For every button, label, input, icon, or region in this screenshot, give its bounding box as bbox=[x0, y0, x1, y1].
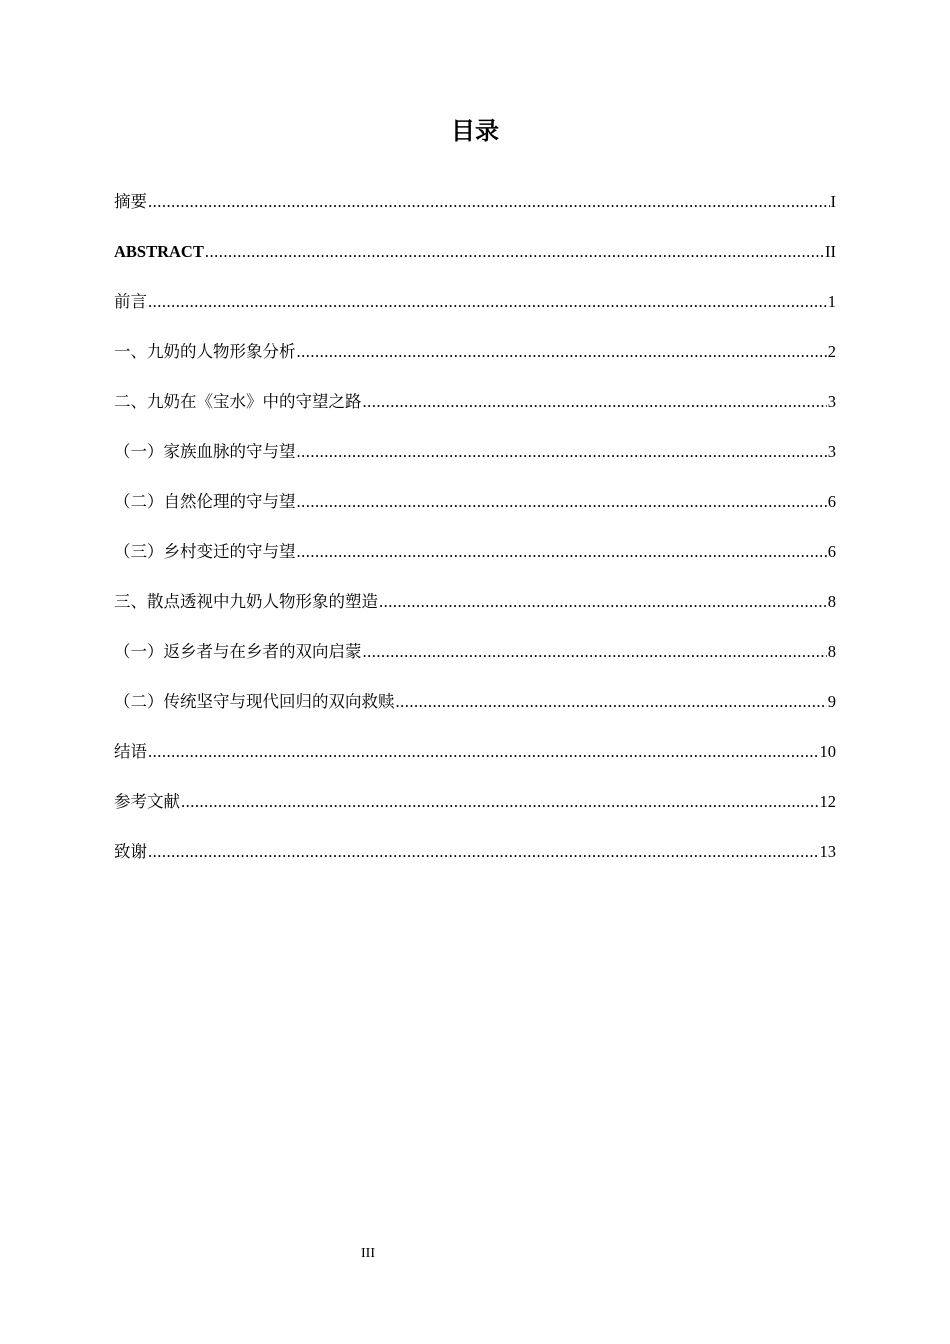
toc-entry-section-2-1[interactable] bbox=[114, 438, 836, 488]
toc-entry-chapter-2[interactable] bbox=[114, 388, 836, 438]
toc-entry-page: 8 bbox=[827, 642, 836, 661]
toc-entry-page: 10 bbox=[819, 742, 836, 761]
toc-dot-leader bbox=[297, 338, 827, 366]
toc-dot-leader bbox=[396, 688, 827, 716]
toc-dot-leader bbox=[363, 388, 827, 416]
toc-entry-abstract-cn[interactable] bbox=[114, 188, 836, 238]
toc-entry-label: 三、散点透视中九奶人物形象的塑造 bbox=[114, 592, 378, 611]
toc-dot-leader bbox=[363, 638, 827, 666]
toc-entry-page: 3 bbox=[827, 442, 836, 461]
toc-entry-label: 结语 bbox=[114, 742, 147, 761]
toc-entry-conclusion[interactable] bbox=[114, 738, 836, 788]
toc-dot-leader bbox=[297, 538, 827, 566]
page-title: 目录 bbox=[451, 117, 499, 145]
toc-entry-page: 3 bbox=[827, 392, 836, 411]
toc-entry-page: 2 bbox=[827, 342, 836, 361]
toc-entry-label: （二）传统坚守与现代回归的双向救赎 bbox=[114, 692, 395, 711]
toc-entry-page: I bbox=[830, 192, 836, 211]
toc-entry-label: （一）家族血脉的守与望 bbox=[114, 442, 296, 461]
toc-entry-label: 致谢 bbox=[114, 842, 147, 861]
toc-entry-page: 13 bbox=[819, 842, 836, 861]
toc-dot-leader bbox=[181, 788, 819, 816]
toc-dot-leader bbox=[148, 188, 830, 216]
toc-entry-label: （三）乡村变迁的守与望 bbox=[114, 542, 296, 561]
toc-entry-page: II bbox=[825, 242, 836, 261]
toc-entry-acknowledgements[interactable] bbox=[114, 838, 836, 888]
toc-entry-label: 一、九奶的人物形象分析 bbox=[114, 342, 296, 361]
toc-entry-references[interactable] bbox=[114, 788, 836, 838]
toc-entry-page: 12 bbox=[819, 792, 836, 811]
toc-dot-leader bbox=[379, 588, 827, 616]
toc-dot-leader bbox=[297, 488, 827, 516]
toc-entry-section-2-2[interactable] bbox=[114, 488, 836, 538]
toc-entry-preface[interactable] bbox=[114, 288, 836, 338]
toc-entry-label: 摘要 bbox=[114, 192, 147, 211]
toc-entry-label: ABSTRACT bbox=[114, 242, 204, 261]
toc-dot-leader bbox=[205, 238, 824, 266]
toc-entry-chapter-3[interactable] bbox=[114, 588, 836, 638]
toc-dot-leader bbox=[148, 288, 827, 316]
toc-entry-label: 前言 bbox=[114, 292, 147, 311]
table-of-contents bbox=[114, 188, 836, 888]
toc-entry-label: 二、九奶在《宝水》中的守望之路 bbox=[114, 392, 362, 411]
toc-entry-page: 9 bbox=[827, 692, 836, 711]
toc-dot-leader bbox=[148, 738, 819, 766]
toc-entry-abstract-en[interactable] bbox=[114, 238, 836, 288]
toc-entry-chapter-1[interactable] bbox=[114, 338, 836, 388]
toc-entry-page: 8 bbox=[827, 592, 836, 611]
toc-dot-leader bbox=[148, 838, 819, 866]
page-number: III bbox=[361, 1246, 375, 1261]
toc-dot-leader bbox=[297, 438, 827, 466]
toc-entry-section-3-2[interactable] bbox=[114, 688, 836, 738]
toc-entry-page: 1 bbox=[827, 292, 836, 311]
toc-entry-page: 6 bbox=[827, 492, 836, 511]
toc-entry-label: （一）返乡者与在乡者的双向启蒙 bbox=[114, 642, 362, 661]
toc-entry-page: 6 bbox=[827, 542, 836, 561]
toc-entry-section-2-3[interactable] bbox=[114, 538, 836, 588]
toc-entry-label: （二）自然伦理的守与望 bbox=[114, 492, 296, 511]
toc-entry-section-3-1[interactable] bbox=[114, 638, 836, 688]
toc-entry-label: 参考文献 bbox=[114, 792, 180, 811]
